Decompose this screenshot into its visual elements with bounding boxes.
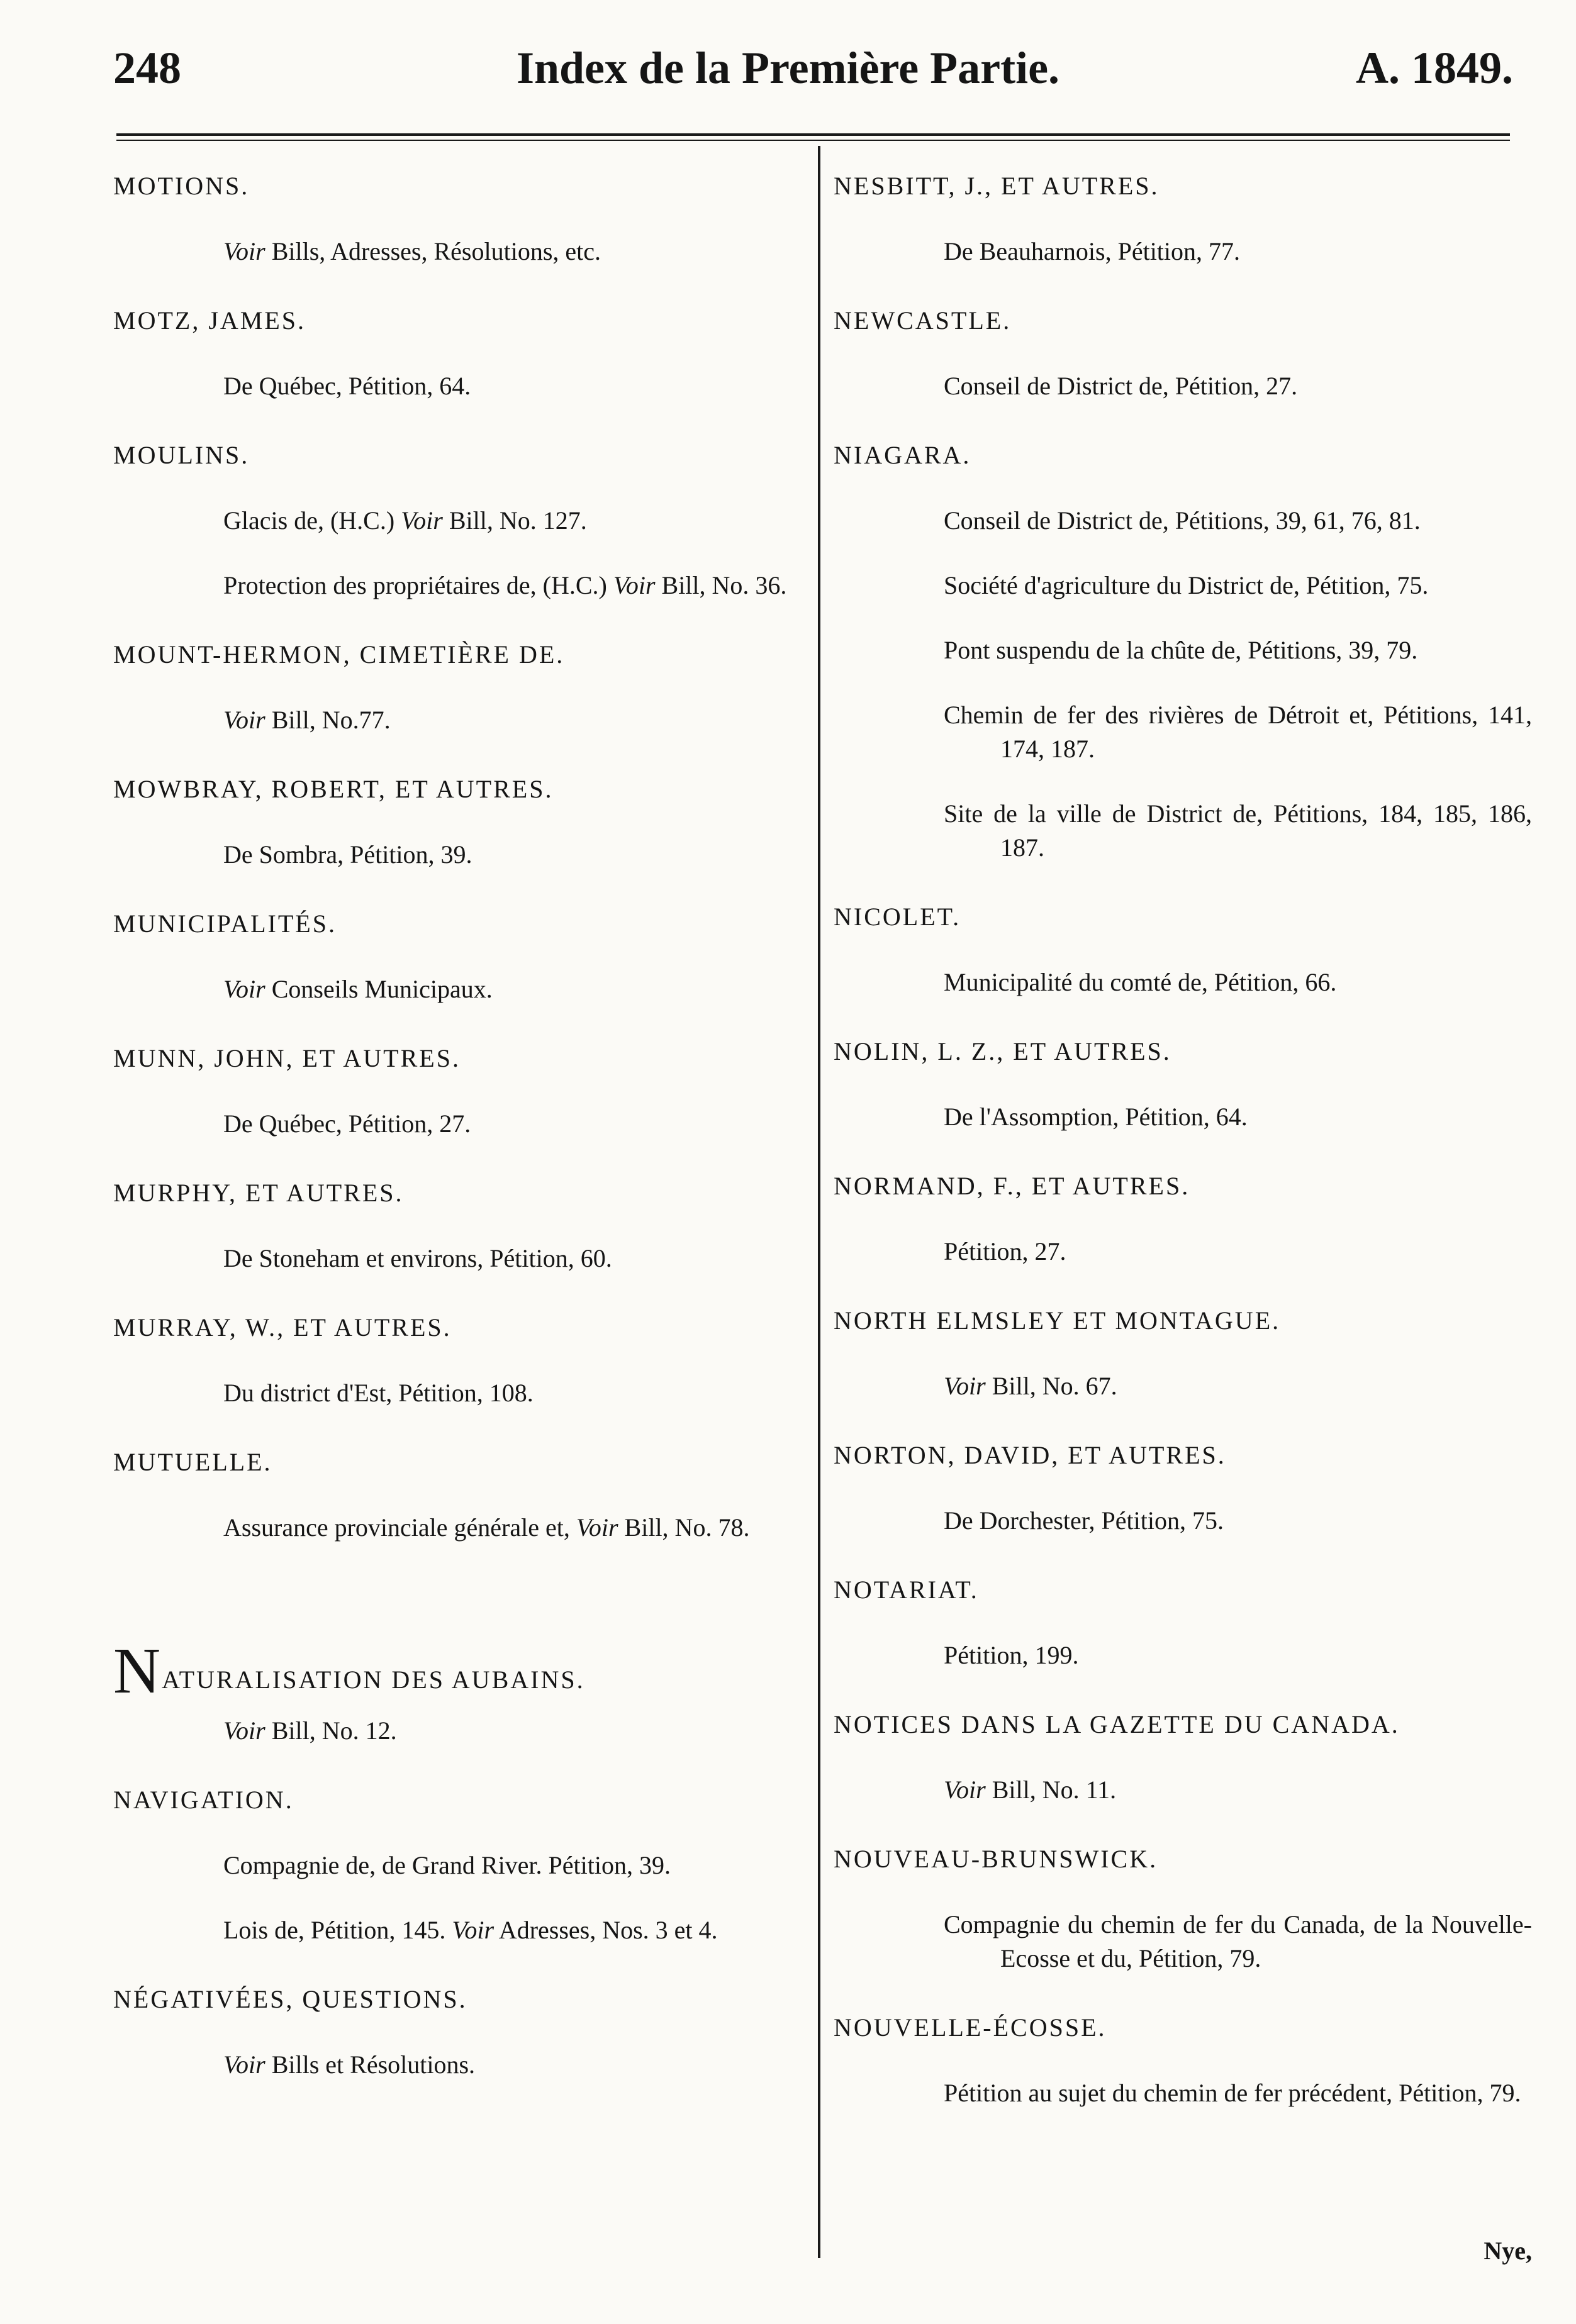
entry-heading: MOWBRAY, ROBERT, ET AUTRES. [113,775,554,803]
entry-heading: NOLIN, L. Z., ET AUTRES. [834,1037,1171,1065]
entry-heading: NORTON, DAVID, ET AUTRES. [834,1441,1226,1469]
entry-heading: MUNICIPALITÉS. [113,909,337,938]
index-subentry [834,1504,1532,1538]
entry-heading: MOTZ, JAMES. [113,306,306,335]
index-subentry [113,504,815,538]
index-subentry [834,698,1532,766]
entry-heading: MOTIONS. [113,172,250,200]
subentry-text: De Dorchester, Pétition, 75. [944,1506,1224,1535]
subentry-text: De Québec, Pétition, 64. [223,372,471,400]
index-subentry [834,1773,1532,1807]
subentry-text: De Stoneham et environs, Pétition, 60. [223,1244,612,1272]
index-subentry [834,569,1532,603]
index-subentry [113,1913,815,1947]
subentry-text: Chemin de fer des rivières de Détroit et, Pétitions, 141, 174, 187. [944,701,1532,763]
entry-heading: NESBITT, J., ET AUTRES. [834,172,1160,200]
subentry-text: Du district d'Est, Pétition, 108. [223,1379,534,1407]
index-entry [113,1037,815,1141]
voir-reference: Voir [576,1513,618,1542]
subentry-text: Pétition au sujet du chemin de fer précédent, Pétition, 79. [944,2079,1521,2107]
voir-reference: Voir [944,1776,986,1804]
index-subentry [834,369,1532,403]
entry-heading: NOTICES DANS LA GAZETTE DU CANADA. [834,1710,1400,1738]
subentry-text: De Sombra, Pétition, 39. [223,840,472,869]
subentry-text: Pétition, 199. [944,1641,1079,1669]
subentry-text: Société d'agriculture du District de, Pétition, 75. [944,571,1429,599]
index-entry [834,1165,1532,1269]
subentry-text: Lois de, Pétition, 145. [223,1916,452,1944]
entry-heading: MUTUELLE. [113,1448,272,1476]
subentry-text: Glacis de, (H.C.) [223,506,401,535]
index-entry [834,1569,1532,1672]
voir-reference: Voir [223,706,265,734]
subentry-text: De Beauharnois, Pétition, 77. [944,237,1241,265]
subentry-text: Bills et Résolutions. [265,2050,476,2079]
index-entry [113,768,815,872]
entry-heading [113,1626,815,1714]
entry-heading: MURRAY, W., ET AUTRES. [113,1313,452,1342]
voir-reference: Voir [452,1916,495,1944]
entry-heading: NOUVELLE-ÉCOSSE. [834,2013,1107,2042]
subentry-text: Adresses, Nos. 3 et 4. [494,1916,718,1944]
index-entry [834,1838,1532,1976]
index-subentry [834,1638,1532,1672]
page-title: Index de la Première Partie. [516,43,1060,93]
index-subentry [834,1908,1532,1976]
index-entry [113,434,815,603]
entry-heading: NOTARIAT. [834,1576,979,1604]
entry-heading: NORTH ELMSLEY ET MONTAGUE. [834,1306,1281,1335]
subentry-text: Compagnie de, de Grand River. Pétition, 39. [223,1851,671,1879]
page-number: 248 [113,43,181,93]
voir-reference: Voir [223,237,265,265]
subentry-text: De Québec, Pétition, 27. [223,1109,471,1138]
index-subentry [113,838,815,872]
index-subentry [113,569,815,603]
entry-heading: NICOLET. [834,903,961,931]
subentry-text: De l'Assomption, Pétition, 64. [944,1103,1248,1131]
voir-reference: Voir [223,2050,265,2079]
section-spacer [113,1576,815,1626]
index-entry [113,1306,815,1410]
entry-heading: NORMAND, F., ET AUTRES. [834,1172,1190,1200]
index-subentry [834,1235,1532,1269]
entry-heading: MUNN, JOHN, ET AUTRES. [113,1044,461,1072]
index-subentry [834,965,1532,999]
index-subentry [113,1376,815,1410]
index-subentry [834,1100,1532,1134]
index-entry [113,165,815,269]
index-subentry [113,2048,815,2082]
index-subentry [834,235,1532,269]
index-entry [113,1172,815,1276]
subentry-text: Pétition, 27. [944,1237,1066,1265]
header-rule-top [116,133,1510,136]
subentry-text: Municipalité du comté de, Pétition, 66. [944,968,1337,996]
index-entry [113,903,815,1006]
index-subentry [113,1511,815,1545]
entry-heading: MOULINS. [113,441,250,469]
voir-reference: Voir [223,1716,265,1745]
index-entry [834,1299,1532,1403]
right-column [834,165,1532,2141]
subentry-text: Bill, No. 12. [265,1716,397,1745]
entry-heading: NEWCASTLE. [834,306,1012,335]
subentry-text: Conseil de District de, Pétitions, 39, 61, 76, 81. [944,506,1421,535]
index-entry [113,299,815,403]
voir-reference: Voir [401,506,443,535]
index-entry [113,1626,815,1748]
index-entry [834,1703,1532,1807]
page-year: A. 1849. [1356,43,1513,93]
heading-text: ATURALISATION DES AUBAINS. [162,1665,585,1694]
index-subentry [113,1242,815,1276]
index-entry [113,1978,815,2082]
index-subentry [113,369,815,403]
subentry-text: Bills, Adresses, Résolutions, etc. [265,237,601,265]
left-column [113,165,815,2113]
index-entry [834,1030,1532,1134]
index-subentry [834,2076,1532,2110]
entry-heading: NIAGARA. [834,441,971,469]
index-subentry [834,797,1532,865]
index-entry [113,633,815,737]
index-entry [834,165,1532,269]
column-divider [818,146,820,2258]
subentry-text: Bill, No. 36. [655,571,787,599]
index-subentry [834,504,1532,538]
entry-heading: NOUVEAU-BRUNSWICK. [834,1845,1158,1873]
index-entry [834,299,1532,403]
index-subentry [113,235,815,269]
subentry-text: Bill, No. 78. [618,1513,750,1542]
subentry-text: Assurance provinciale générale et, [223,1513,576,1542]
index-subentry [113,703,815,737]
subentry-text: Bill, No. 11. [985,1776,1117,1804]
subentry-text: Bill, No. 67. [985,1372,1117,1400]
index-subentry [834,633,1532,667]
index-entry [834,896,1532,999]
subentry-text: Bill, No. 127. [442,506,587,535]
catchword: Nye, [1484,2237,1532,2265]
index-entry [834,434,1532,865]
entry-heading: MURPHY, ET AUTRES. [113,1179,404,1207]
index-subentry [113,1849,815,1882]
index-entry [113,1779,815,1947]
entry-heading: NAVIGATION. [113,1786,294,1814]
subentry-text: Compagnie du chemin de fer du Canada, de la Nouvelle-Ecosse et du, Pétition, 79. [944,1910,1532,1972]
index-subentry [834,1369,1532,1403]
drop-capital: N [113,1634,161,1707]
index-entry [113,1441,815,1545]
index-entry [834,1434,1532,1538]
subentry-text: Pont suspendu de la chûte de, Pétitions, 39, 79. [944,636,1418,664]
entry-heading: NÉGATIVÉES, QUESTIONS. [113,1985,467,2013]
entry-heading: MOUNT-HERMON, CIMETIÈRE DE. [113,640,565,669]
voir-reference: Voir [613,571,656,599]
subentry-text: Conseil de District de, Pétition, 27. [944,372,1298,400]
index-entry [834,2006,1532,2110]
voir-reference: Voir [944,1372,986,1400]
index-subentry [113,1714,815,1748]
index-subentry [113,972,815,1006]
subentry-text: Conseils Municipaux. [265,975,493,1003]
subentry-text: Bill, No.77. [265,706,391,734]
subentry-text: Site de la ville de District de, Pétitions, 184, 185, 186, 187. [944,799,1532,862]
subentry-text: Protection des propriétaires de, (H.C.) [223,571,613,599]
header-rule-bottom [116,140,1510,141]
index-subentry [113,1107,815,1141]
voir-reference: Voir [223,975,265,1003]
